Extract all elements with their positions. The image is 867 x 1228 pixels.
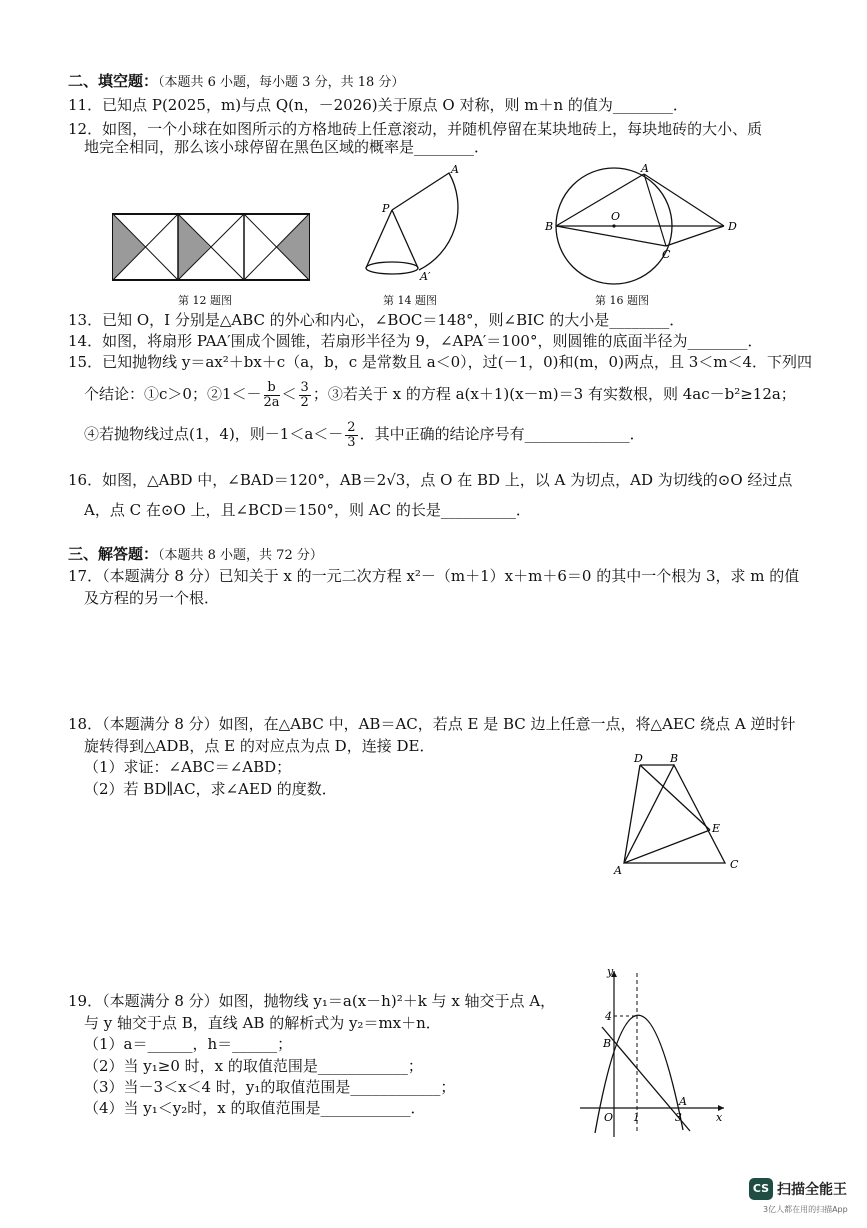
question-11: 11．已知点 P(2025，m)与点 Q(n，－2026)关于原点 O 对称，则 m＋n 的值为________． xyxy=(68,96,688,114)
label-B: B xyxy=(670,752,679,765)
question-18-part2: （2）若 BD∥AC，求∠AED 的度数． xyxy=(84,780,337,798)
figure-12-tiles xyxy=(112,213,310,281)
caption-fig12: 第 12 题图 xyxy=(178,294,232,307)
question-14: 14．如图，将扇形 PAA′围成个圆锥，若扇形半径为 9，∠APA′＝100°，则圆锥的底面半径为________． xyxy=(68,332,763,350)
frac-den: 2 xyxy=(300,394,309,410)
label-P: P xyxy=(382,202,390,215)
label-E: E xyxy=(712,822,721,835)
cs-logo-icon: CS xyxy=(749,1178,773,1200)
label-D: D xyxy=(728,220,737,233)
axis-x-label: x xyxy=(716,1111,723,1124)
figure-19-graph xyxy=(572,965,732,1140)
section-solve-heading: 三、解答题： xyxy=(68,545,159,563)
frac-den: 3 xyxy=(347,434,356,450)
tick-1: 1 xyxy=(633,1111,640,1124)
question-12-line2: 地完全相同，那么该小球停留在黑色区域的概率是________． xyxy=(84,138,490,156)
frac-num: b xyxy=(264,381,280,396)
q15-text-e: ．其中正确的结论序号有______________． xyxy=(359,425,645,443)
question-19-part3: （3）当－3＜x＜4 时，y₁的取值范围是____________； xyxy=(84,1078,456,1096)
question-18-part1: （1）求证：∠ABC＝∠ABD； xyxy=(84,758,292,776)
figure-18-triangle xyxy=(612,752,752,880)
label-O: O xyxy=(611,210,621,223)
frac-num: 3 xyxy=(300,379,309,395)
label-A: A xyxy=(679,1095,687,1108)
question-15-line3 xyxy=(84,414,645,454)
question-19-part4: （4）当 y₁＜y₂时，x 的取值范围是____________． xyxy=(84,1099,426,1117)
question-16-line1: 16．如图，△ABD 中，∠BAD＝120°，AB＝2√3，点 O 在 BD 上，以 A 为切点，AD 为切线的⊙O 经过点 xyxy=(68,471,793,489)
q15-text-a: 个结论：①c＞0；②1＜－ xyxy=(84,385,262,403)
label-A: A xyxy=(614,864,622,877)
question-18-line2: 旋转得到△ADB，点 E 的对应点为点 D，连接 DE． xyxy=(84,737,435,755)
fraction-2-over-3 xyxy=(345,421,357,450)
figure-14-cone xyxy=(360,163,470,286)
caption-fig16: 第 16 题图 xyxy=(595,294,649,307)
label-C: C xyxy=(730,858,739,871)
tick-3: 3 xyxy=(675,1111,682,1124)
question-19-line1: 19．（本题满分 8 分）如图，抛物线 y₁＝a(x－h)²＋k 与 x 轴交于点 A， xyxy=(68,992,556,1010)
label-C: C xyxy=(662,248,671,261)
label-D: D xyxy=(634,752,643,765)
question-17-line1: 17．（本题满分 8 分）已知关于 x 的一元二次方程 x²－（m＋1）x＋m＋6＝0 的其中一个根为 3，求 m 的值 xyxy=(68,567,800,585)
question-19-part1: （1）a＝______，h＝______； xyxy=(84,1035,293,1053)
question-13: 13．已知 O，I 分别是△ABC 的外心和内心，∠BOC＝148°，则∠BIC 的大小是________． xyxy=(68,311,685,329)
app-slogan: 3亿人都在用的扫描App xyxy=(763,1205,848,1214)
label-A: A xyxy=(641,162,649,175)
caption-fig14: 第 14 题图 xyxy=(383,294,437,307)
fraction-3-over-2 xyxy=(299,381,311,410)
frac-den: 2a xyxy=(263,394,280,410)
q15-text-c: ；③若关于 x 的方程 a(x＋1)(x－m)＝3 有实数根，则 4ac－b²≥12a； xyxy=(312,385,796,403)
section-fill-title xyxy=(68,71,404,93)
question-15-line2 xyxy=(84,374,796,414)
frac-num: 2 xyxy=(347,419,356,435)
label-A: A xyxy=(451,163,459,176)
question-15-line1: 15．已知抛物线 y＝ax²＋bx＋c（a，b，c 是常数且 a＜0），过(－1，0)和(m，0)两点，且 3＜m＜4．下列四 xyxy=(68,353,813,371)
section-solve-note: （本题共 8 小题，共 72 分） xyxy=(158,548,323,563)
question-12-line1: 12．如图，一个小球在如图所示的方格地砖上任意滚动，并随机停留在某块地砖上，每块地砖的大小、质 xyxy=(68,120,763,138)
label-O: O xyxy=(604,1111,614,1124)
fraction-b-over-2a xyxy=(264,381,280,410)
label-B: B xyxy=(545,220,554,233)
section-solve-title xyxy=(68,544,323,566)
section-fill-heading: 二、填空题： xyxy=(68,72,159,90)
figure-16-circle xyxy=(540,160,750,290)
question-19-line2: 与 y 轴交于点 B，直线 AB 的解析式为 y₂＝mx＋n． xyxy=(84,1014,441,1032)
tick-4: 4 xyxy=(605,1010,612,1023)
question-19-part2: （2）当 y₁≥0 时，x 的取值范围是____________； xyxy=(84,1057,423,1075)
app-name: 扫描全能王 xyxy=(777,1182,847,1198)
question-17-line2: 及方程的另一个根． xyxy=(84,589,220,607)
label-B: B xyxy=(603,1037,612,1050)
q15-text-b: ＜ xyxy=(281,385,297,403)
question-18-line1: 18．（本题满分 8 分）如图，在△ABC 中，AB＝AC，若点 E 是 BC 边上任意一点，将△AEC 绕点 A 逆时针 xyxy=(68,715,796,733)
q15-text-d: ④若抛物线过点(1，4)，则－1＜a＜－ xyxy=(84,425,344,443)
axis-y-label: y xyxy=(607,965,614,978)
section-fill-note: （本题共 6 小题，每小题 3 分，共 18 分） xyxy=(158,75,405,90)
question-16-line2: A，点 C 在⊙O 上，且∠BCD＝150°，则 AC 的长是__________． xyxy=(84,501,531,519)
label-A-prime: A′ xyxy=(420,270,431,283)
